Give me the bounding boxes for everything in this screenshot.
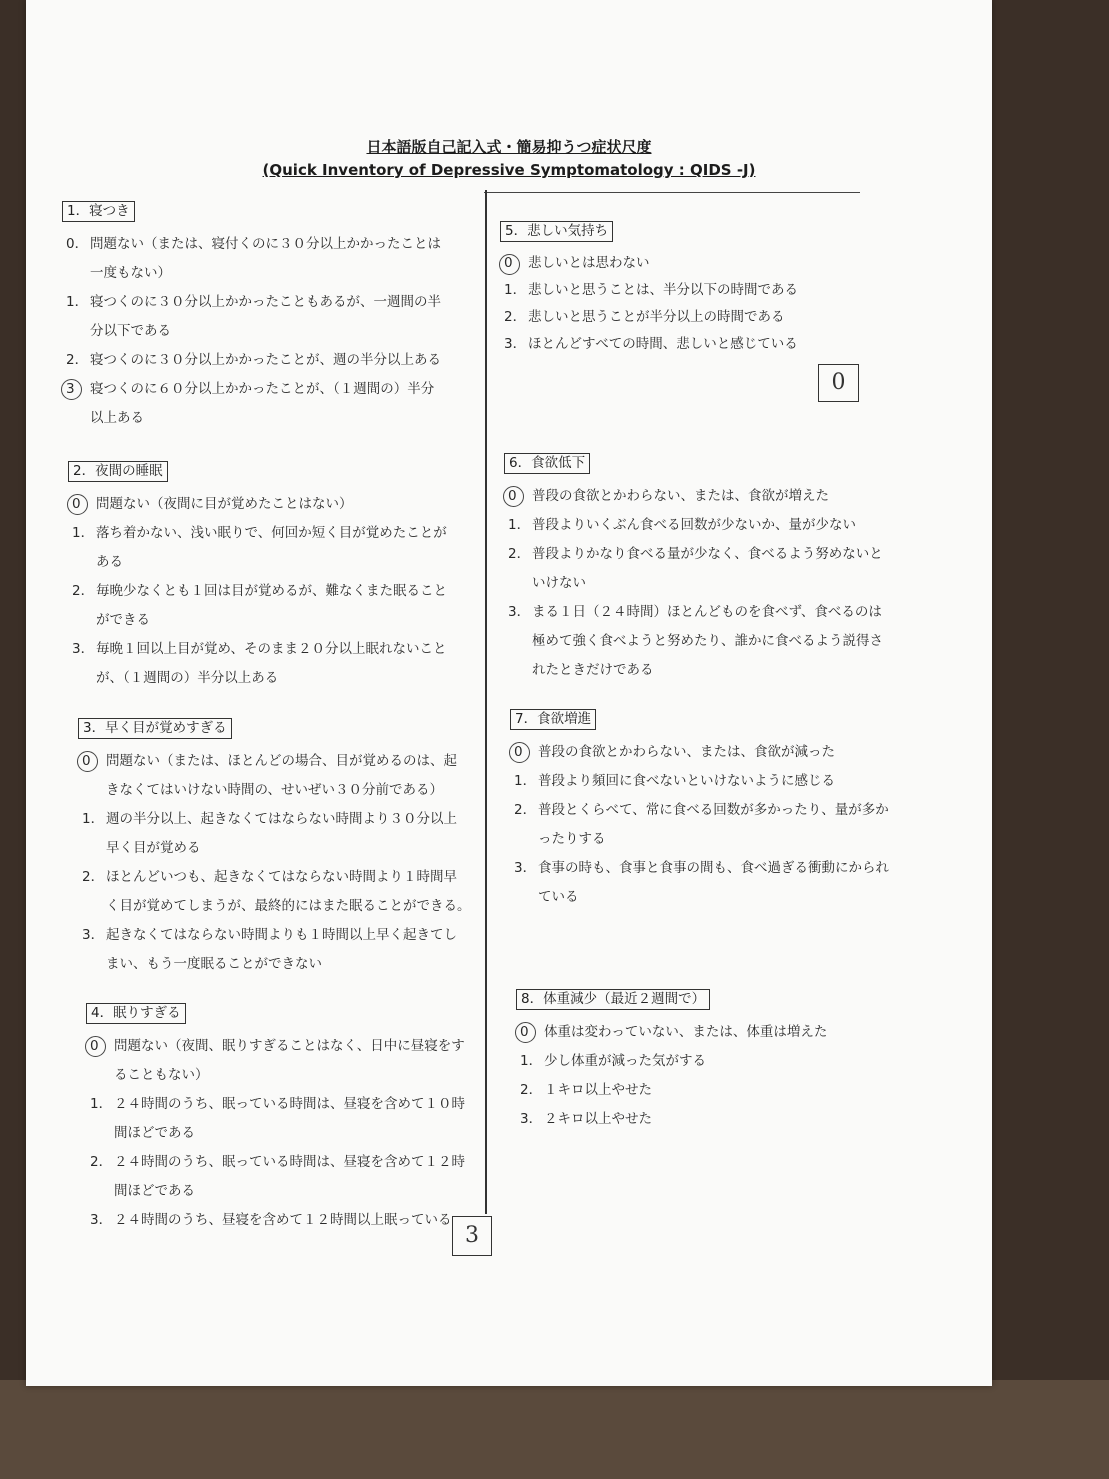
document-title: 日本語版自己記入式・簡易抑うつ症状尺度 [366,138,652,156]
section-appetite-increase [510,708,889,912]
section-weight-loss [516,988,827,1134]
option-2: 2． ２４時間のうち、眠っている時間は、昼寝を含めて１２時 間ほどである [90,1154,465,1199]
option-3: 3． 起きなくてはならない時間よりも１時間以上早く起きてし まい、もう一度眠ることができない [82,927,457,972]
option-1: 1． ２４時間のうち、眠っている時間は、昼寝を含めて１０時 間ほどである [90,1096,465,1141]
section-title: 2．夜間の睡眠 [68,461,168,482]
option-0-selected: 0 体重は変わっていない、または、体重は増えた [516,1018,827,1047]
option-3: 3． 毎晩１回以上目が覚め、そのまま２０分以上眠れないこと が、（１週間の）半分以上ある [72,641,447,686]
option-2: 2． ほとんどいつも、起きなくてはならない時間より１時間早 く目が覚めてしまうが、最終的にはまた眠ることができる。 [82,869,471,914]
section-title: 7．食欲増進 [510,709,596,730]
questionnaire-sheet [26,0,992,1386]
option-2: 2． 悲しいと思うことが半分以上の時間である [504,309,785,325]
option-1: 1． 週の半分以上、起きなくてはならない時間より３０分以上 早く目が覚める [82,811,457,856]
section-night-sleep [68,460,447,693]
option-3: 3． 食事の時も、食事と食事の間も、食べ過ぎる衝動にかられ ている [514,860,889,905]
option-1: 1． 普段よりいくぶん食べる回数が少ないか、量が少ない [508,517,856,533]
section-early-waking [78,717,471,979]
option-0-selected: 0 問題ない（夜間に目が覚めたことはない） [68,490,447,519]
option-1: 1． 普段より頻回に食べないといけないように感じる [514,773,835,789]
option-2: 2． 普段よりかなり食べる量が少なく、食べるよう努めないと いけない [508,546,883,591]
option-0-selected: 0 普段の食欲とかわらない、または、食欲が増えた [504,482,883,511]
section-sleep-onset [62,200,441,433]
section-title: 6．食欲低下 [504,453,590,474]
section-appetite-decrease [504,452,883,685]
section-title: 4．眠りすぎる [86,1003,186,1024]
option-3: 3． ２４時間のうち、昼寝を含めて１２時間以上眠っている [90,1212,452,1228]
option-0-selected: 0 問題ない（夜間、眠りすぎることはなく、日中に昼寝をす ることもない） [86,1032,465,1090]
option-1: 1． 寝つくのに３０分以上かかったこともあるが、一週間の半 分以下である [66,294,441,339]
option-0: 0． 問題ない（または、寝付くのに３０分以上かかったことは 一度もない） [66,236,441,281]
header-rule [484,192,860,193]
option-1: 1． 落ち着かない、浅い眠りで、何回か短く目が覚めたことが ある [72,525,447,570]
section-sadness [500,220,798,358]
section-title: 8．体重減少（最近２週間で） [516,989,710,1010]
option-0-selected: 0 問題ない（または、ほとんどの場合、目が覚めるのは、起 きなくてはいけない時間の、せいぜい３０分前である） [78,747,471,805]
section-title: 3．早く目が覚めすぎる [78,718,232,739]
document-subtitle: (Quick Inventory of Depressive Symptomatology : QIDS -J) [262,161,756,179]
option-2: 2． １キロ以上やせた [520,1082,652,1098]
option-3: 3． ほとんどすべての時間、悲しいと感じている [504,336,798,352]
score-box-sleep: 3 [452,1216,492,1256]
option-2: 2． 毎晩少なくとも１回は目が覚めるが、難なくまた眠ること ができる [72,583,447,628]
option-3-selected: 3 寝つくのに６０分以上かかったことが、（１週間の）半分 以上ある [62,375,441,433]
option-0-selected: 0 普段の食欲とかわらない、または、食欲が減った [510,738,889,767]
section-title: 5．悲しい気持ち [500,221,613,242]
section-title: 1．寝つき [62,201,135,222]
section-oversleeping [86,1002,465,1235]
option-1: 1． 悲しいと思うことは、半分以下の時間である [504,282,798,298]
column-divider [485,190,487,1214]
option-1: 1． 少し体重が減った気がする [520,1053,706,1069]
desk-surface [0,1380,1109,1479]
option-0-selected: 0 悲しいとは思わない [500,250,798,277]
option-3: 3． まる１日（２４時間）ほとんどものを食べず、食べるのは 極めて強く食べようと努めたり、誰かに食べるよう説得さ れたときだけである [508,604,883,678]
score-box-page: 0 [818,364,859,402]
option-3: 3． ２キロ以上やせた [520,1111,652,1127]
option-2: 2． 普段とくらべて、常に食べる回数が多かったり、量が多か ったりする [514,802,889,847]
option-2: 2． 寝つくのに３０分以上かかったことが、週の半分以上ある [66,352,441,368]
